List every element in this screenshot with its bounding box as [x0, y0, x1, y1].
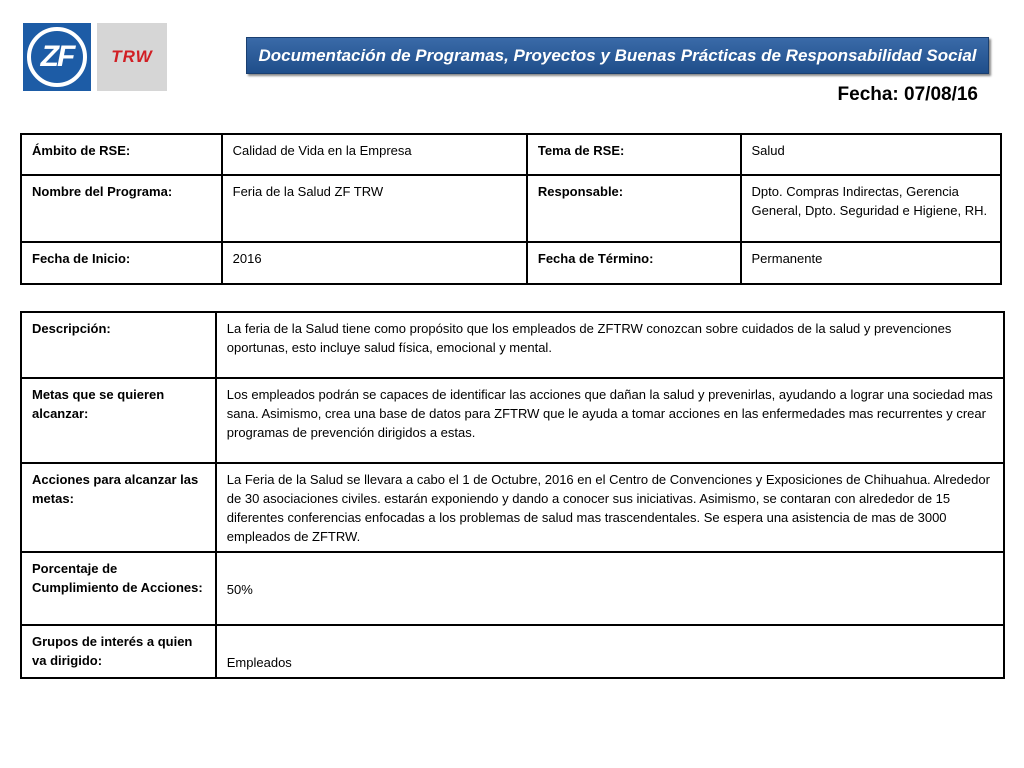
inicio-value: 2016: [222, 242, 527, 284]
table-row: [21, 378, 1004, 463]
ambito-value: Calidad de Vida en la Empresa: [222, 134, 527, 175]
termino-value: Permanente: [741, 242, 1001, 284]
inicio-label: Fecha de Inicio:: [21, 242, 222, 284]
table-row: [21, 463, 1004, 552]
details-table: [20, 311, 1005, 679]
title-banner: [246, 37, 989, 74]
porcentaje-label: Porcentaje de Cumplimiento de Acciones:: [21, 552, 216, 625]
programa-value: Feria de la Salud ZF TRW: [222, 175, 527, 242]
termino-label: Fecha de Término:: [527, 242, 741, 284]
acciones-label: Acciones para alcanzar las metas:: [21, 463, 216, 552]
table-row: [21, 134, 1001, 175]
zf-logo: [23, 23, 91, 91]
porcentaje-value: 50%: [216, 552, 1004, 625]
tema-label: Tema de RSE:: [527, 134, 741, 175]
acciones-value: La Feria de la Salud se llevara a cabo el 1 de Octubre, 2016 en el Centro de Convenciones y Exposiciones de Chihuahua. Alrededor de 30 asociaciones civiles. estarán exponiendo y dando a conocer sus iniciativas. Asimismo, se contaran con alrededor de 15 diferentes conferencias enfocadas a los problemas de salud mas trascendentales. Se espera una asistencia de mas de 3000 empleados de ZFTRW.: [216, 463, 1004, 552]
page-title: Documentación de Programas, Proyectos y Buenas Prácticas de Responsabilidad Social: [258, 45, 977, 65]
summary-table: [20, 133, 1002, 285]
table-row: [21, 242, 1001, 284]
grupos-label: Grupos de interés a quien va dirigido:: [21, 625, 216, 678]
table-row: [21, 625, 1004, 678]
document-date: Fecha: 07/08/16: [837, 84, 978, 105]
responsable-label: Responsable:: [527, 175, 741, 242]
grupos-value: Empleados: [216, 625, 1004, 678]
tema-value: Salud: [741, 134, 1001, 175]
table-row: [21, 552, 1004, 625]
trw-logo: [97, 23, 167, 91]
table-row: [21, 312, 1004, 378]
ambito-label: Ámbito de RSE:: [21, 134, 222, 175]
metas-label: Metas que se quieren alcanzar:: [21, 378, 216, 463]
responsable-value: Dpto. Compras Indirectas, Gerencia General, Dpto. Seguridad e Higiene, RH.: [741, 175, 1001, 242]
trw-logo-text: TRW: [111, 47, 153, 66]
programa-label: Nombre del Programa:: [21, 175, 222, 242]
descripcion-value: La feria de la Salud tiene como propósito que los empleados de ZFTRW conozcan sobre cuidados de la salud y prevenciones oportunas, esto incluye salud física, emocional y mental.: [216, 312, 1004, 378]
descripcion-label: Descripción:: [21, 312, 216, 378]
table-row: [21, 175, 1001, 242]
zf-logo-text: ZF: [40, 40, 74, 73]
metas-value: Los empleados podrán se capaces de identificar las acciones que dañan la salud y prevenirlas, ayudando a lograr una sociedad mas sana. Asimismo, crea una base de datos para ZFTRW que le ayuda a tomar acciones en las enfermedades mas recurrentes y crear programas de prevención dirigidos a estas.: [216, 378, 1004, 463]
